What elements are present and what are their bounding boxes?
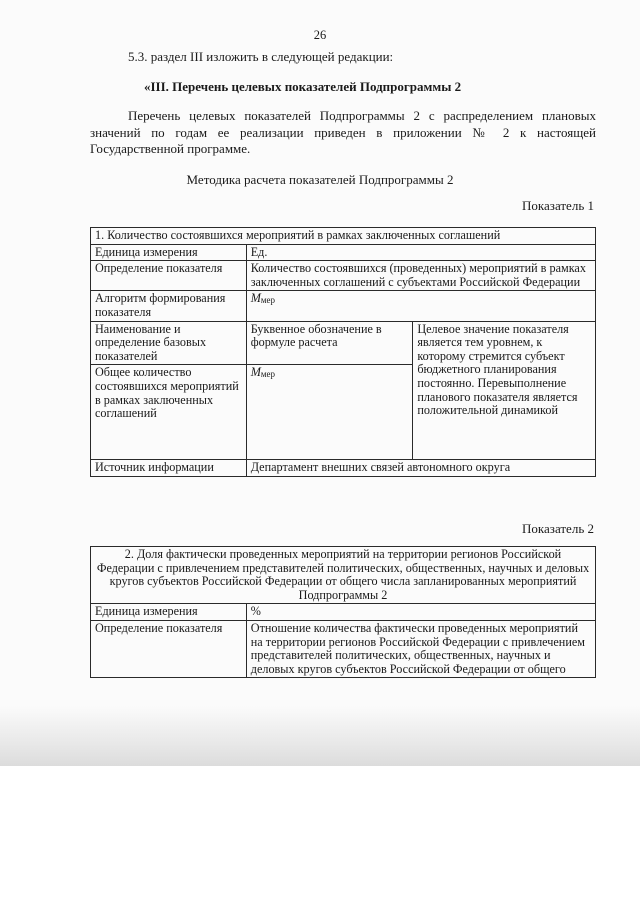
definition-value: Количество состоявшихся (проведенных) мероприятий в рамках заключенных соглашений с субъектами Российской Федерации — [246, 261, 595, 291]
indicator1-label: Показатель 1 — [522, 198, 594, 213]
page-number: 26 — [313, 28, 327, 42]
algorithm-formula — [246, 291, 595, 321]
page-bottom-shadow — [0, 706, 640, 766]
formula-subscript: мер — [260, 295, 276, 306]
base-row-name: Общее количество состоявшихся мероприятий в рамках заключенных соглашений — [91, 365, 247, 460]
blank-area — [0, 766, 640, 905]
unit-value: Ед. — [246, 244, 595, 261]
definition2-value: Отношение количества фактически проведенных мероприятий на территории регионов Российской Федерации с привлечением представителей политических, общественных, научных и деловых кругов субъектов Российской Федерации от общего — [246, 620, 595, 677]
base-row-symbol: М — [250, 365, 261, 380]
formula-symbol: М — [250, 291, 261, 306]
intro-line: 5.3. раздел III изложить в следующей редакции: — [128, 49, 394, 64]
intro-paragraph: Перечень целевых показателей Подпрограммы 2 с распределением плановых значений по годам ее реализации приведен в приложении № 2 к настоящей Государственной программе. — [90, 108, 596, 156]
indicator1-table — [90, 227, 596, 477]
method-title: Методика расчета показателей Подпрограммы 2 — [186, 172, 454, 187]
definition-label: Определение показателя — [91, 261, 247, 291]
base-header-name: Наименование и определение базовых показателей — [91, 321, 247, 365]
source-label: Источник информации — [91, 460, 247, 477]
indicator1-title: 1. Количество состоявшихся мероприятий в рамках заключенных соглашений — [91, 228, 596, 245]
indicator2-title: 2. Доля фактически проведенных мероприятий на территории регионов Российской Федерации с привлечением представителей политических, общественных, научных и деловых кругов субъектов Российской Федерации от общего числа запланированных мероприятий Подпрограммы 2 — [91, 547, 596, 604]
target-note: Целевое значение показателя является тем уровнем, к которому стремится субъект бюджетного планирования постоянно. Перевыполнение планового показателя является положительной динамикой — [413, 321, 596, 460]
base-header-symbol: Буквенное обозначение в формуле расчета — [246, 321, 413, 365]
section-heading: «III. Перечень целевых показателей Подпрограммы 2 — [144, 79, 462, 94]
algorithm-label: Алгоритм формирования показателя — [91, 291, 247, 321]
unit2-label: Единица измерения — [91, 604, 247, 621]
base-row-symbol-cell — [246, 365, 413, 460]
unit2-value: % — [246, 604, 595, 621]
indicator2-table — [90, 546, 596, 678]
base-row-subscript: мер — [260, 369, 276, 380]
unit-label: Единица измерения — [91, 244, 247, 261]
indicator2-label: Показатель 2 — [522, 521, 594, 536]
source-value: Департамент внешних связей автономного округа — [246, 460, 595, 477]
definition2-label: Определение показателя — [91, 620, 247, 677]
